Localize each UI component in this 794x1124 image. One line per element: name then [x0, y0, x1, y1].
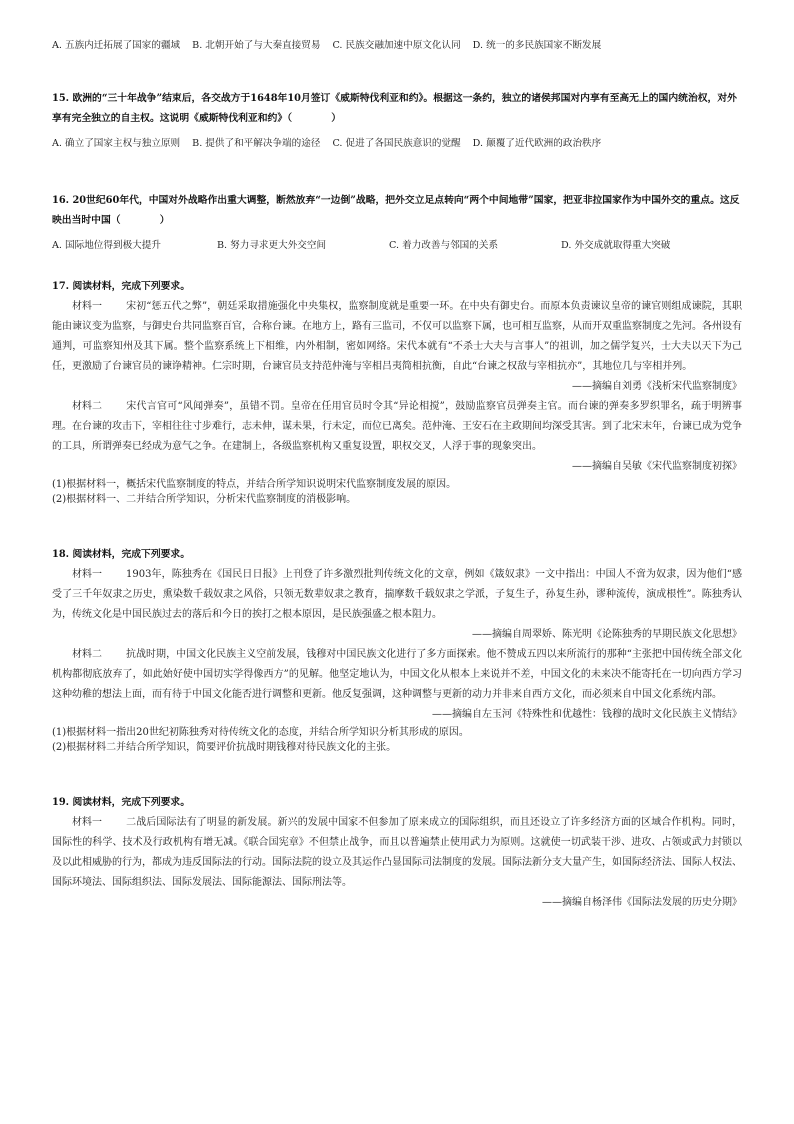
q14-options — [52, 39, 742, 53]
q17-subquestion-2: (2)根据材料一、二并结合所学知识，分析宋代监察制度的消极影响。 — [52, 494, 357, 505]
q18-subquestion-1: (1)根据材料一指出20世纪初陈独秀对待传统文化的态度，并结合所学知识分析其形成的原因。 — [52, 727, 469, 738]
q18-subquestion-2: (2)根据材料二并结合所学知识，简要评价抗战时期钱穆对待民族文化的主张。 — [52, 742, 397, 753]
q14-option-a[interactable]: A. 五族内迁拓展了国家的疆域 — [52, 40, 181, 51]
q18-material-1 — [52, 565, 742, 625]
q19-material-1-label: 材料一 — [72, 817, 102, 828]
q17-material-2-source: ——摘编自吴敏《宋代监察制度初探》 — [572, 461, 742, 472]
q16-option-a[interactable]: A. 国际地位得到极大提升 — [52, 240, 161, 251]
q18-title: 18. 阅读材料，完成下列要求。 — [52, 549, 191, 560]
q17-title: 17. 阅读材料，完成下列要求。 — [52, 281, 191, 292]
q17-material-1-source: ——摘编自刘勇《浅析宋代监察制度》 — [572, 381, 742, 392]
q19-material-1-source: ——摘编自杨泽伟《国际法发展的历史分期》 — [542, 897, 742, 908]
q16-option-b[interactable]: B. 努力寻求更大外交空间 — [217, 240, 327, 251]
q17-material-1-text: 宋初“惩五代之弊”，朝廷采取措施强化中央集权，监察制度就是重要一环。在中央有御史台。而原本负责谏议皇帝的谏官则组成谏院，其职能由谏议变为监察，与御史台共同监察百官，合称台谏。在地方上，路有三监司，不仅可以监察下属，也可相互监察，从而开双重监察制度之先河。各州设有通判，可监察知州及其下属。整个监察系统上下相维，内外相制，密如网络。宋代本就有“不杀士大夫与言事人”的祖训，加之儒学复兴，士大夫以天下为己任，更激励了台谏官员的谏诤精神。仁宗时期，台谏官员支持范仲淹与宰相吕夷简相抗衡，自此“台谏之权敌与宰相抗亦”，其地位几与宰相并列。 — [52, 301, 742, 372]
q17-material-1-label: 材料一 — [72, 301, 102, 312]
q14-option-d[interactable]: D. 统一的多民族国家不断发展 — [472, 40, 602, 51]
q15-option-d[interactable]: D. 颠覆了近代欧洲的政治秩序 — [472, 138, 602, 149]
q19-title: 19. 阅读材料，完成下列要求。 — [52, 797, 191, 808]
q17-material-1 — [52, 297, 742, 377]
q14-option-c[interactable]: C. 民族交融加速中原文化认同 — [332, 40, 461, 51]
q18-material-1-label: 材料一 — [72, 569, 102, 580]
q15-option-b[interactable]: B. 提供了和平解决争端的途径 — [192, 138, 321, 149]
q17-material-2 — [52, 397, 742, 457]
q18-material-2-text: 抗战时期，中国文化民族主义空前发展，钱穆对中国民族文化进行了多方面探索。他不赞成五四以来所流行的那种“主张把中国传统全部文化机构都彻底放弃了，如此始好使中国切实学得像西方”的见解。他坚定地认为，中国文化从根本上来说并不差，中国文化的未来决不能寄托在一切向西方学习这种幼稚的想法上面，而有待于中国文化能否进行调整和更新。他反复强调，这种调整与更新的动力并非来自西方文化，而必须来自中国文化系统内部。 — [52, 649, 742, 700]
q16-option-d[interactable]: D. 外交成就取得重大突破 — [561, 240, 671, 251]
q17-material-2-text: 宋代言官可“风闻弹奏”，虽错不罚。皇帝在任用官员时令其“异论相搅”，鼓励监察官员弹奏主官。而台谏的弹奏多罗织罪名，疏于明辨事理。在台谏的攻击下，宰相往往寸步难行，志未伸，谋未果，行未定，而位已离矣。范仲淹、王安石在主政期间均深受其害。到了北宋末年，台谏已成为党争的工具，所谓弹奏已经成为意气之争。在建制上，各级监察机构又重复设置，职权交叉，人浮于事的现象突出。 — [52, 401, 742, 452]
exam-page — [52, 38, 742, 913]
q18-material-2 — [52, 645, 742, 705]
q17-subquestion-1: (1)根据材料一，概括宋代监察制度的特点，并结合所学知识说明宋代监察制度发展的原因。 — [52, 479, 457, 490]
q14-option-b[interactable]: B. 北朝开始了与大秦直接贸易 — [192, 40, 321, 51]
q16-option-c[interactable]: C. 着力改善与邻国的关系 — [389, 240, 499, 251]
q17-material-2-label: 材料二 — [72, 401, 102, 412]
q15-options — [52, 137, 742, 151]
q18-material-1-source: ——摘编自周翠娇、陈光明《论陈独秀的早期民族文化思想》 — [472, 629, 742, 640]
q15-option-a[interactable]: A. 确立了国家主权与独立原则 — [52, 138, 181, 149]
q18-material-2-label: 材料二 — [72, 649, 102, 660]
q15-option-c[interactable]: C. 促进了各国民族意识的觉醒 — [332, 138, 461, 149]
q16-options — [52, 239, 742, 253]
q18-material-1-text: 1903年，陈独秀在《国民日日报》上刊登了许多激烈批判传统文化的文章，例如《箴奴隶》一文中指出：中国人不啻为奴隶，因为他们“感受了三千年奴隶之历史，熏染数千载奴隶之风俗，只领无数辈奴隶之教育，揣摩数千载奴隶之学派，子复生子，孙复生孙，谬种流传，演成根性”。陈独秀认为，传统文化是中国民族过去的落后和今日的挨打之根本原因，是民族强盛之根本阻力。 — [52, 569, 742, 620]
q19-material-1 — [52, 813, 742, 893]
q15-stem: 15. 欧洲的“三十年战争”结束后，各交战方于1648年10月签订《威斯特伐利亚和约》。根据这一条约，独立的诸侯邦国对内享有至高无上的国内统治权，对外享有完全独立的自主权。这说明《威斯特伐利亚和约》（ ） — [52, 93, 737, 124]
q19-material-1-text: 二战后国际法有了明显的新发展。新兴的发展中国家不但参加了原来成立的国际组织，而且还设立了许多经济方面的区域合作机构。同时，国际性的科学、技术及行政机构有增无减。《联合国宪章》不但禁止战争，而且以普遍禁止使用武力为原则。这就使一切武装干涉、进攻、占领或武力封锁以及以此相威胁的行为，都成为违反国际法的行动。国际法院的设立及其运作凸显国际司法制度的发展。国际法新分支大量产生，如国际经济法、国际人权法、国际环境法、国际组织法、国际发展法、国际能源法、国际刑法等。 — [52, 817, 742, 888]
q16-stem: 16. 20世纪60年代，中国对外战略作出重大调整，断然放弃“一边倒”战略，把外交立足点转向“两个中间地带”国家，把亚非拉国家作为中国外交的重点。这反映出当时中国（ ） — [52, 195, 740, 226]
q18-material-2-source: ——摘编自左玉河《特殊性和优越性：钱穆的战时文化民族主义情结》 — [432, 709, 742, 720]
